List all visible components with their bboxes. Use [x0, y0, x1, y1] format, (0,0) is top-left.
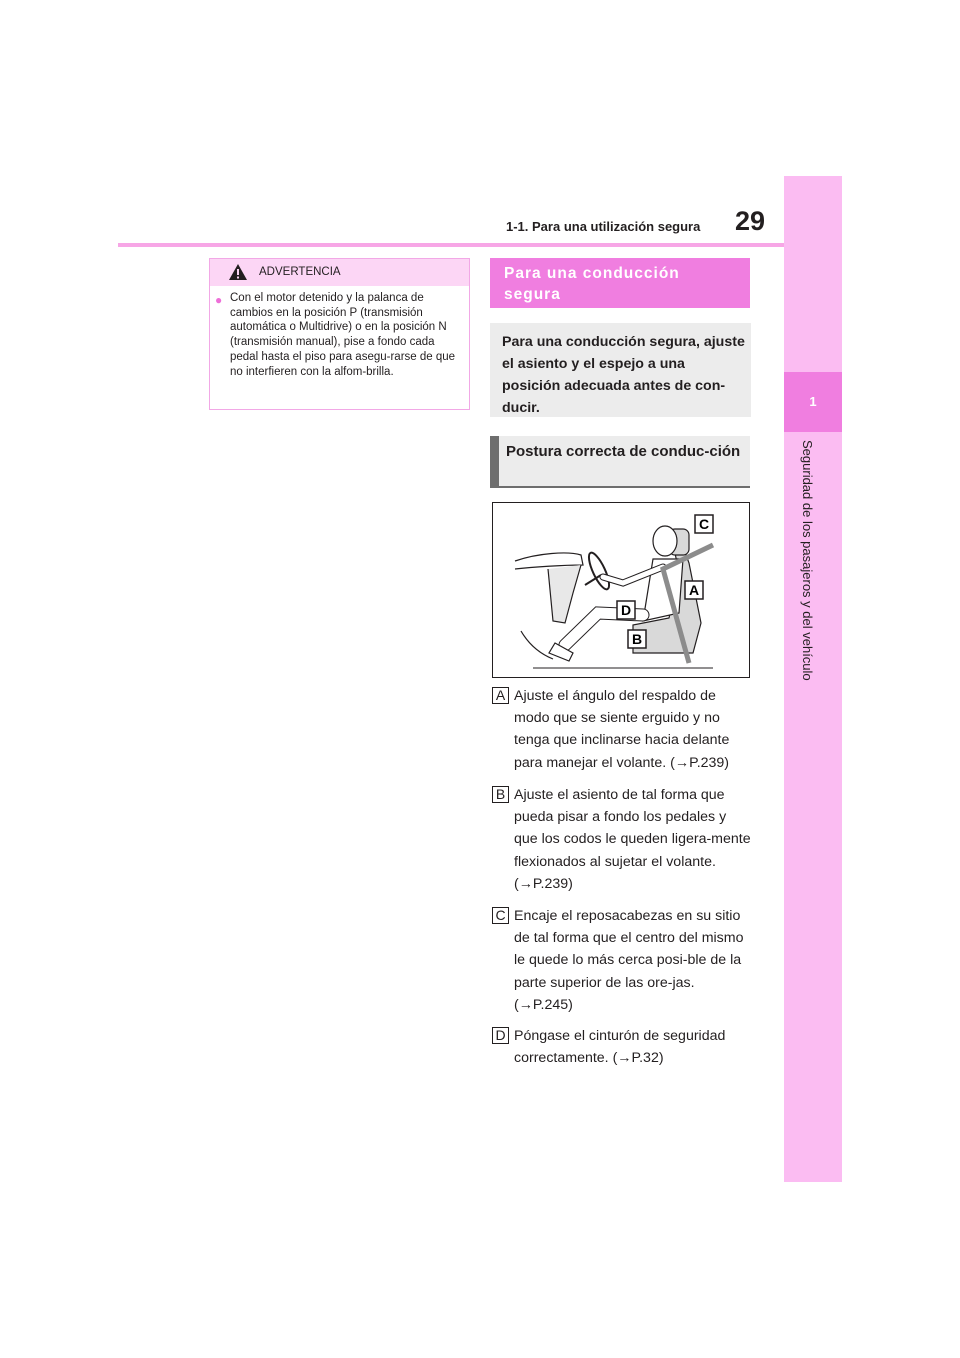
item-text: Ajuste el ángulo del respaldo de modo que se siente erguido y no tenga que inclinarse hacia delante para manejar el volante. (→P.239) — [514, 688, 730, 771]
warning-box — [209, 258, 470, 410]
section-title: 1-1. Para una utilización segura — [506, 219, 701, 234]
driver-seated-icon — [493, 503, 749, 677]
intro-box — [490, 323, 751, 417]
item-marker: D — [492, 1027, 509, 1044]
item-text: Encaje el reposacabezas en su sitio de tal forma que el centro del mismo le quede lo más cerca posi-ble de la parte superior de las ore-jas. (→P.245) — [514, 908, 744, 1013]
sub-heading-text: Postura correcta de conduc-ción — [506, 443, 741, 460]
main-heading — [490, 258, 750, 308]
sub-heading — [490, 436, 750, 488]
warning-text: Con el motor detenido y la palanca de cambios en la posición P (transmisión automática o Multidrive) o en la posición N (transmisión manual), pise a fondo cada pedal hasta el piso para asegu-rarse de que no interfieren con la alfom-brilla. — [230, 292, 456, 378]
chapter-number: 1 — [809, 394, 817, 409]
label-d: D — [620, 602, 632, 618]
header-divider — [118, 243, 784, 247]
main-heading-text: Para una conducción segura — [504, 265, 680, 303]
warning-title: ADVERTENCIA — [259, 266, 341, 278]
bullet-icon: ● — [215, 293, 223, 307]
label-b: B — [631, 631, 643, 647]
label-c: C — [698, 516, 710, 532]
warning-icon — [228, 263, 248, 281]
item-text: Póngase el cinturón de seguridad correctamente. (→P.32) — [514, 1028, 726, 1067]
page-number: 29 — [735, 206, 766, 236]
chapter-tab[interactable] — [784, 372, 842, 432]
chapter-title: Seguridad de los pasajeros y del vehículo — [800, 440, 815, 681]
intro-text: Para una conducción segura, ajuste el asiento y el espejo a una posición adecuada antes de con-ducir. — [502, 334, 745, 416]
item-marker: A — [492, 687, 509, 704]
item-marker: C — [492, 907, 509, 924]
warning-header — [210, 259, 469, 286]
driving-posture-illustration — [492, 502, 750, 678]
item-text: Ajuste el asiento de tal forma que pueda pisar a fondo los pedales y que los codos le queden ligera-mente flexionados al sujetar el volante. (→P.239) — [514, 787, 751, 892]
label-a: A — [688, 582, 700, 598]
item-marker: B — [492, 786, 509, 803]
